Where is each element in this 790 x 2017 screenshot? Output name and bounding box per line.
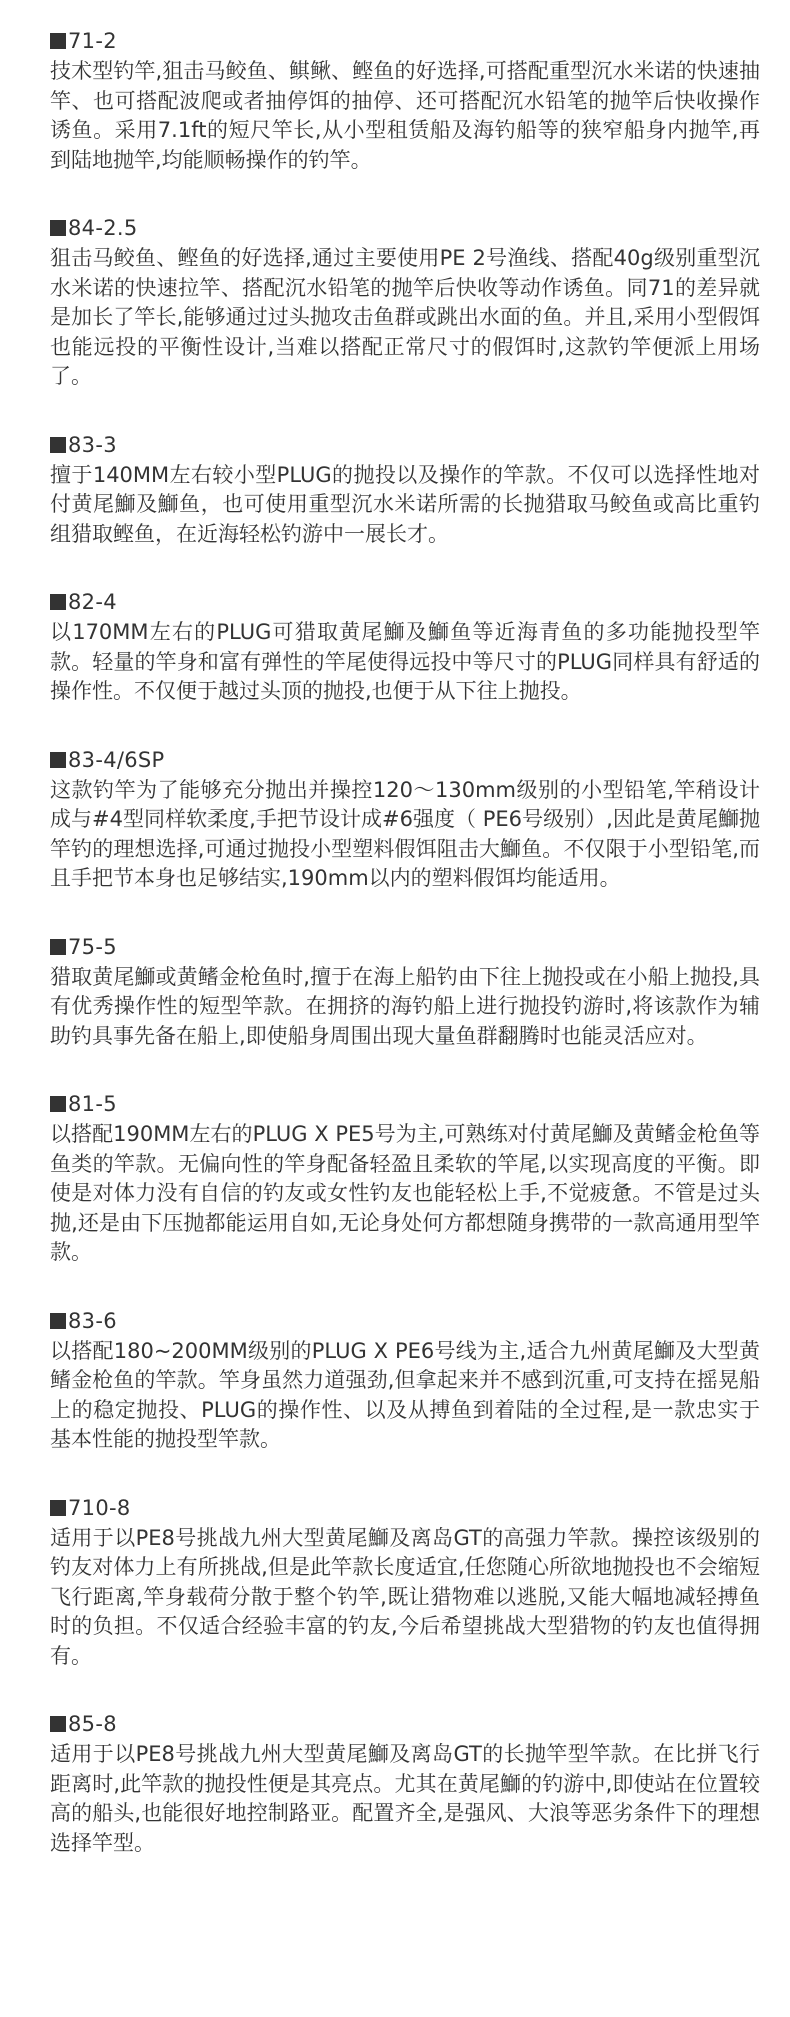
model-section-710-8 xyxy=(50,1493,760,1672)
model-heading xyxy=(50,1493,760,1524)
model-section-81-5 xyxy=(50,1089,760,1268)
model-name: 84-2.5 xyxy=(68,216,138,240)
model-description: 适用于以PE8号挑战九州大型黄尾鰤及离岛GT的高强力竿款。操控该级别的钓友对体力上有所挑战,但是此竿款长度适宜,任您随心所欲地抛投也不会缩短飞行距离,竿身载荷分散于整个钓竿,既让猎物难以逃脱,又能大幅地减轻搏鱼时的负担。不仅适合经验丰富的钓友,今后希望挑战大型猎物的钓友也值得拥有。 xyxy=(50,1525,760,1668)
square-bullet-icon xyxy=(50,437,66,453)
model-name: 710-8 xyxy=(68,1495,131,1520)
model-description: 以搭配190MM左右的PLUG X PE5号为主,可熟练对付黄尾鰤及黄鳍金枪鱼等鱼类的竿款。无偏向性的竿身配备轻盈且柔软的竿尾,以实现高度的平衡。即使是对体力没有自信的钓友或女性钓友也能轻松上手,不觉疲惫。不管是过头抛,还是由下压抛都能运用自如,无论身处何方都想随身携带的一款高通用型竿款。 xyxy=(50,1122,760,1264)
model-section-83-3 xyxy=(50,430,760,550)
model-heading xyxy=(50,1709,760,1740)
model-description: 以搭配180~200MM级别的PLUG X PE6号线为主,适合九州黄尾鰤及大型黄鳍金枪鱼的竿款。竿身虽然力道强劲,但拿起来并不感到沉重,可支持在摇晃船上的稳定抛投、PLUG的操作性、以及从搏鱼到着陆的全过程,是一款忠实于基本性能的抛投型竿款。 xyxy=(50,1338,760,1451)
square-bullet-icon xyxy=(50,33,66,49)
model-name: 83-3 xyxy=(68,432,117,457)
model-section-83-6 xyxy=(50,1306,760,1455)
square-bullet-icon xyxy=(50,220,66,236)
square-bullet-icon xyxy=(50,752,66,768)
square-bullet-icon xyxy=(50,594,66,610)
square-bullet-icon xyxy=(50,1313,66,1329)
model-section-83-4-6sp xyxy=(50,745,760,894)
model-name: 81-5 xyxy=(68,1092,117,1116)
square-bullet-icon xyxy=(50,939,66,955)
model-description: 这款钓竿为了能够充分抛出并操控120～130mm级别的小型铅笔,竿稍设计成与#4型同样软柔度,手把节设计成#6强度（ PE6号级别）,因此是黄尾鰤抛竿钓的理想选择,可通过抛投小型塑料假饵阻击大鰤鱼。不仅限于小型铅笔,而且手把节本身也足够结实,190mm以内的塑料假饵均能适用。 xyxy=(50,777,760,890)
model-heading xyxy=(50,745,760,776)
model-section-71-2 xyxy=(50,26,760,175)
model-heading xyxy=(50,932,760,963)
square-bullet-icon xyxy=(50,1096,66,1112)
model-name: 71-2 xyxy=(68,29,117,53)
model-section-84-2-5 xyxy=(50,213,760,392)
model-heading xyxy=(50,587,760,618)
model-heading xyxy=(50,1306,760,1337)
model-name: 83-6 xyxy=(68,1308,117,1333)
model-description: 适用于以PE8号挑战九州大型黄尾鰤及离岛GT的长抛竿型竿款。在比拼飞行距离时,此竿款的抛投性便是其亮点。尤其在黄尾鰤的钓游中,即使站在位置较高的船头,也能很好地控制路亚。配置齐全,是强风、大浪等恶劣条件下的理想选择竿型。 xyxy=(50,1742,760,1855)
model-section-82-4 xyxy=(50,587,760,707)
model-name: 83-4/6SP xyxy=(68,747,165,772)
square-bullet-icon xyxy=(50,1500,66,1516)
model-heading xyxy=(50,213,760,244)
model-section-85-8 xyxy=(50,1709,760,1858)
model-heading xyxy=(50,26,760,57)
model-heading xyxy=(50,1089,760,1120)
model-description: 技术型钓竿,狙击马鲛鱼、鲯鳅、鲣鱼的好选择,可搭配重型沉水米诺的快速抽竿、也可搭配波爬或者抽停饵的抽停、还可搭配沉水铅笔的抛竿后快收操作诱鱼。采用7.1ft的短尺竿长,从小型租赁船及海钓船等的狭窄船身内抛竿,再到陆地抛竿,均能顺畅操作的钓竿。 xyxy=(50,59,760,172)
model-description: 猎取黄尾鰤或黄鳍金枪鱼时,擅于在海上船钓由下往上抛投或在小船上抛投,具有优秀操作性的短型竿款。在拥挤的海钓船上进行抛投钓游时,将该款作为辅助钓具事先备在船上,即使船身周围出现大量鱼群翻腾时也能灵活应对。 xyxy=(50,964,760,1048)
model-description: 狙击马鲛鱼、鲣鱼的好选择,通过主要使用PE 2号渔线、搭配40g级别重型沉水米诺的快速拉竿、搭配沉水铅笔的抛竿后快收等动作诱鱼。同71的差异就是加长了竿长,能够通过过头抛攻击鱼群或跳出水面的鱼。并且,采用小型假饵也能远投的平衡性设计,当难以搭配正常尺寸的假饵时,这款钓竿便派上用场了。 xyxy=(50,246,760,388)
model-heading xyxy=(50,430,760,461)
product-description-list xyxy=(50,26,760,1896)
model-section-75-5 xyxy=(50,932,760,1052)
model-description: 擅于140MM左右较小型PLUG的抛投以及操作的竿款。不仅可以选择性地对付黄尾鰤及鰤鱼，也可使用重型沉水米诺所需的长抛猎取马鲛鱼或高比重钓组猎取鲣鱼，在近海轻松钓游中一展长才。 xyxy=(50,462,760,546)
model-name: 75-5 xyxy=(68,934,117,959)
model-name: 85-8 xyxy=(68,1712,117,1736)
model-description: 以170MM左右的PLUG可猎取黄尾鰤及鰤鱼等近海青鱼的多功能抛投型竿款。轻量的竿身和富有弹性的竿尾使得远投中等尺寸的PLUG同样具有舒适的操作性。不仅便于越过头顶的抛投,也便于从下往上抛投。 xyxy=(50,620,760,703)
square-bullet-icon xyxy=(50,1716,66,1732)
model-name: 82-4 xyxy=(68,590,117,614)
